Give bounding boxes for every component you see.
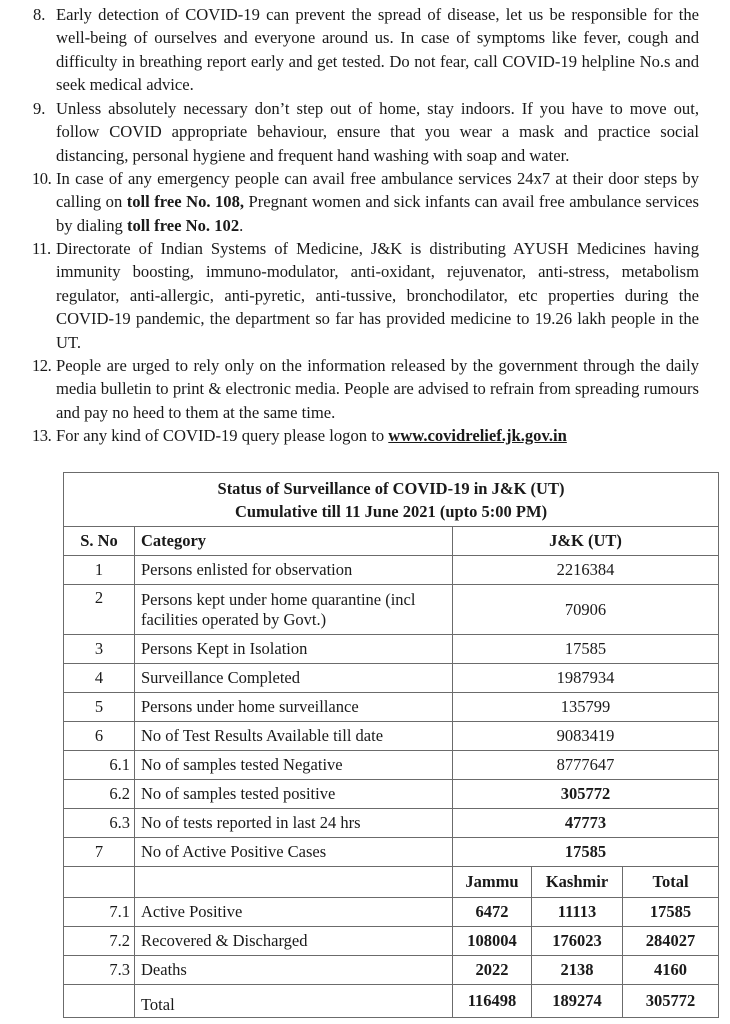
row-total: 17585: [623, 898, 719, 927]
surveillance-table: [63, 472, 719, 1018]
table-title-line1: Status of Surveillance of COVID-19 in J&K (UT): [217, 479, 565, 498]
row-value: 17585: [453, 838, 719, 867]
item-text: People are urged to rely only on the information released by the government through the daily media bulletin to print & electronic media. People are advised to refrain from spreading rumours and pay no heed to them at the same time.: [56, 356, 699, 422]
row-jammu: 2022: [453, 956, 532, 985]
row-kashmir: 176023: [532, 927, 623, 956]
row-category: Active Positive: [135, 898, 453, 927]
header-sno: S. No: [64, 527, 135, 556]
advisory-item-11: [0, 237, 730, 354]
item-text: Pregnant women and sick infants can avail free ambulance services by dialing: [56, 192, 700, 235]
table-row: [64, 751, 719, 780]
table-title-row: [64, 473, 719, 527]
item-number: 8.: [33, 5, 46, 24]
toll-free-102: toll free No. 102: [126, 215, 240, 235]
row-sno: 7.2: [64, 927, 135, 956]
row-category: No of Active Positive Cases: [135, 838, 453, 867]
row-value: 2216384: [453, 556, 719, 585]
row-sno: 7.1: [64, 898, 135, 927]
advisory-list: [0, 3, 730, 448]
row-category: No of samples tested Negative: [135, 751, 453, 780]
advisory-item-9: [0, 97, 730, 167]
row-value: 47773: [453, 809, 719, 838]
row-sno: 6: [64, 722, 135, 751]
row-kashmir: 11113: [532, 898, 623, 927]
table-row: [64, 556, 719, 585]
item-text: For any kind of COVID-19 query please logon to: [56, 426, 389, 445]
row-value: 8777647: [453, 751, 719, 780]
table-row: [64, 838, 719, 867]
item-text: .: [239, 215, 244, 235]
table-row: [64, 722, 719, 751]
row-value: 17585: [453, 635, 719, 664]
region-row: [64, 898, 719, 927]
row-jammu: 116498: [453, 985, 532, 1018]
advisory-item-8: [0, 3, 730, 97]
table-row: [64, 664, 719, 693]
advisory-item-10: [0, 167, 730, 237]
row-total: 4160: [623, 956, 719, 985]
item-number: 11.: [32, 239, 51, 258]
row-category: Persons under home surveillance: [135, 693, 453, 722]
row-sno: 6.2: [64, 780, 135, 809]
item-number: 12.: [32, 356, 52, 375]
table-row: [64, 693, 719, 722]
row-category: No of samples tested positive: [135, 780, 453, 809]
table-header-row: [64, 527, 719, 556]
row-category: Recovered & Discharged: [135, 927, 453, 956]
header-value: J&K (UT): [453, 527, 719, 556]
row-category: Surveillance Completed: [135, 664, 453, 693]
table-row: [64, 780, 719, 809]
item-number: 10.: [32, 169, 52, 188]
row-sno: [64, 985, 135, 1018]
region-header-row: [64, 867, 719, 898]
row-value: 70906: [453, 585, 719, 635]
header-category: Category: [135, 527, 453, 556]
empty-cell: [135, 867, 453, 898]
region-row: [64, 927, 719, 956]
row-kashmir: 189274: [532, 985, 623, 1018]
item-text: In case of any emergency people can avail free ambulance services 24x7 at their door steps by calling on: [56, 169, 699, 212]
header-jammu: Jammu: [453, 867, 532, 898]
item-text: Directorate of Indian Systems of Medicine, J&K is distributing AYUSH Medicines having immunity boosting, immuno-modulator, anti-oxidant, rejuvenator, anti-stress, metabolism regulator, anti-allergic, anti-pyretic, anti-tussive, bronchodilator, etc properties during the COVID-19 pandemic, the department so far has provided medicine to 19.26 lakh people in the UT.: [56, 239, 699, 352]
table-row: [64, 585, 719, 635]
row-category: No of tests reported in last 24 hrs: [135, 809, 453, 838]
row-category: Persons kept under home quarantine (incl facilities operated by Govt.): [135, 585, 453, 635]
row-jammu: 6472: [453, 898, 532, 927]
row-category: Total: [135, 985, 453, 1018]
header-kashmir: Kashmir: [532, 867, 623, 898]
row-category: Persons enlisted for observation: [135, 556, 453, 585]
row-kashmir: 2138: [532, 956, 623, 985]
row-category: No of Test Results Available till date: [135, 722, 453, 751]
item-text: Early detection of COVID-19 can prevent the spread of disease, let us be responsible for the well-being of ourselves and everyone around us. In case of symptoms like fever, cough and difficulty in breathing report early and get tested. Do not fear, call COVID-19 helpline No.s and seek medical advice.: [56, 5, 699, 95]
row-sno: 2: [64, 585, 135, 635]
row-value: 305772: [453, 780, 719, 809]
row-sno: 4: [64, 664, 135, 693]
header-total: Total: [623, 867, 719, 898]
row-sno: 7: [64, 838, 135, 867]
row-sno: 5: [64, 693, 135, 722]
row-sno: 3: [64, 635, 135, 664]
region-row: [64, 956, 719, 985]
row-total: 284027: [623, 927, 719, 956]
region-total-row: [64, 985, 719, 1018]
item-number: 13.: [32, 426, 52, 445]
row-sno: 6.1: [64, 751, 135, 780]
row-total: 305772: [623, 985, 719, 1018]
table-row: [64, 809, 719, 838]
table-row: [64, 635, 719, 664]
row-value: 135799: [453, 693, 719, 722]
row-category: Deaths: [135, 956, 453, 985]
item-text: Unless absolutely necessary don’t step out of home, stay indoors. If you have to move out, follow COVID appropriate behaviour, ensure that you wear a mask and practice social distancing, personal hygiene and frequent hand washing with soap and water.: [56, 99, 699, 165]
item-number: 9.: [33, 99, 46, 118]
row-sno: 7.3: [64, 956, 135, 985]
row-value: 9083419: [453, 722, 719, 751]
row-value: 1987934: [453, 664, 719, 693]
toll-free-108: toll free No. 108,: [126, 192, 245, 212]
row-jammu: 108004: [453, 927, 532, 956]
row-sno: 6.3: [64, 809, 135, 838]
table-title: [64, 473, 719, 527]
row-category: Persons Kept in Isolation: [135, 635, 453, 664]
row-sno: 1: [64, 556, 135, 585]
advisory-item-13: [0, 424, 730, 448]
covidrelief-link[interactable]: www.covidrelief.jk.gov.in: [388, 426, 567, 445]
empty-cell: [64, 867, 135, 898]
advisory-item-12: [0, 354, 730, 424]
table-title-line2: Cumulative till 11 June 2021 (upto 5:00 PM): [234, 502, 548, 521]
